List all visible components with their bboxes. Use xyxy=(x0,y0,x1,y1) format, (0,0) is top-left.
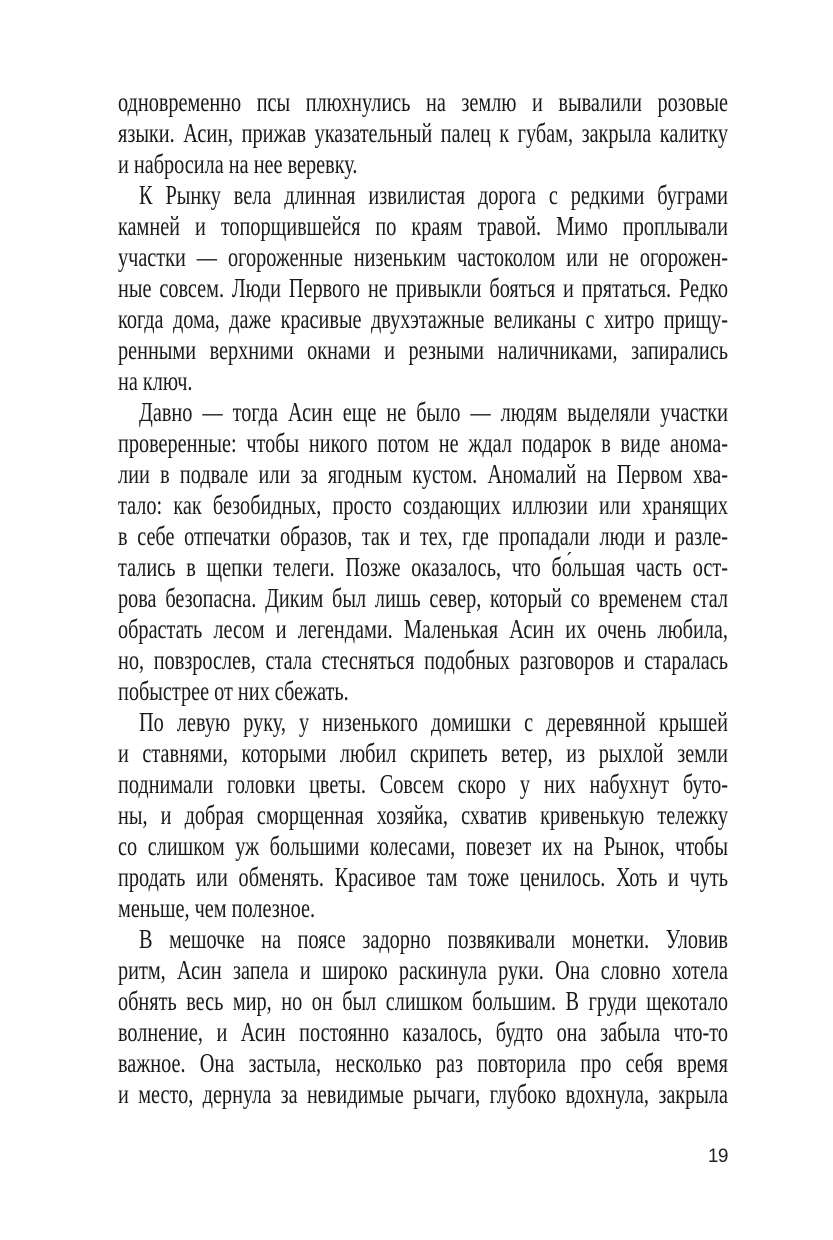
text-line: участки — огороженные низеньким частоколом или не огорожен- xyxy=(118,242,728,272)
page-number: 19 xyxy=(707,1146,728,1167)
text-line: со слишком уж большими колесами, повезет их на Рынок, чтобы xyxy=(118,831,728,861)
text-line: обнять весь мир, но он был слишком большим. В груди щекотало xyxy=(118,986,728,1016)
text-line: камней и топорщившейся по краям травой. Мимо проплывали xyxy=(118,211,728,241)
text-line: ные совсем. Люди Первого не привыкли бояться и прятаться. Редко xyxy=(118,273,728,303)
text-line: тались в щепки телеги. Позже оказалось, что бо́льшая часть ост- xyxy=(118,552,728,582)
paragraph xyxy=(118,707,728,924)
text-line: лии в подвале или за ягодным кустом. Аномалий на Первом хва- xyxy=(118,459,728,489)
text-line: проверенные: чтобы никого потом не ждал подарок в виде анома- xyxy=(118,428,728,458)
text-line: побыстрее от них сбежать. xyxy=(118,676,349,706)
text-line: К Рынку вела длинная извилистая дорога с редкими буграми xyxy=(139,180,728,210)
text-line: По левую руку, у низенького домишки с деревянной крышей xyxy=(139,707,728,737)
text-block xyxy=(118,87,728,1110)
text-line: ны, и добрая сморщенная хозяйка, схватив кривенькую тележку xyxy=(118,800,728,830)
text-line: волнение, и Асин постоянно казалось, будто она забыла что-то xyxy=(118,1017,728,1047)
text-line: на ключ. xyxy=(118,366,193,396)
text-line: обрастать лесом и легендами. Маленькая Асин их очень любила, xyxy=(118,614,728,644)
text-line: важное. Она застыла, несколько раз повторила про себя время xyxy=(118,1048,728,1078)
text-line: и набросила на нее веревку. xyxy=(118,149,358,179)
text-line: ренными верхними окнами и резными наличниками, запирались xyxy=(118,335,728,365)
text-line: в себе отпечатки образов, так и тех, где пропадали люди и разле- xyxy=(118,521,728,551)
text-line: тало: как безобидных, просто создающих иллюзии или хранящих xyxy=(118,490,728,520)
text-line: языки. Асин, прижав указательный палец к губам, закрыла калитку xyxy=(118,118,728,148)
paragraph xyxy=(118,397,728,707)
text-line: рова безопасна. Диким был лишь север, который со временем стал xyxy=(118,583,728,613)
paragraph xyxy=(118,87,728,180)
text-line: продать или обменять. Красивое там тоже ценилось. Хоть и чуть xyxy=(118,862,728,892)
paragraph xyxy=(118,180,728,397)
text-line: одновременно псы плюхнулись на землю и вывалили розовые xyxy=(118,87,728,117)
text-line: когда дома, даже красивые двухэтажные великаны с хитро прищу- xyxy=(118,304,728,334)
text-line: но, повзрослев, стала стесняться подобных разговоров и старалась xyxy=(118,645,728,675)
text-line: меньше, чем полезное. xyxy=(118,893,316,923)
text-line: поднимали головки цветы. Совсем скоро у них набухнут буто- xyxy=(118,769,728,799)
text-line: ритм, Асин запела и широко раскинула руки. Она словно хотела xyxy=(118,955,728,985)
text-line: Давно — тогда Асин еще не было — людям выделяли участки xyxy=(139,397,728,427)
text-line: и место, дернула за невидимые рычаги, глубоко вдохнула, закрыла xyxy=(118,1079,728,1109)
text-line: В мешочке на поясе задорно позвякивали монетки. Уловив xyxy=(139,924,728,954)
paragraph xyxy=(118,924,728,1110)
text-line: и ставнями, которыми любил скрипеть ветер, из рыхлой земли xyxy=(118,738,728,768)
